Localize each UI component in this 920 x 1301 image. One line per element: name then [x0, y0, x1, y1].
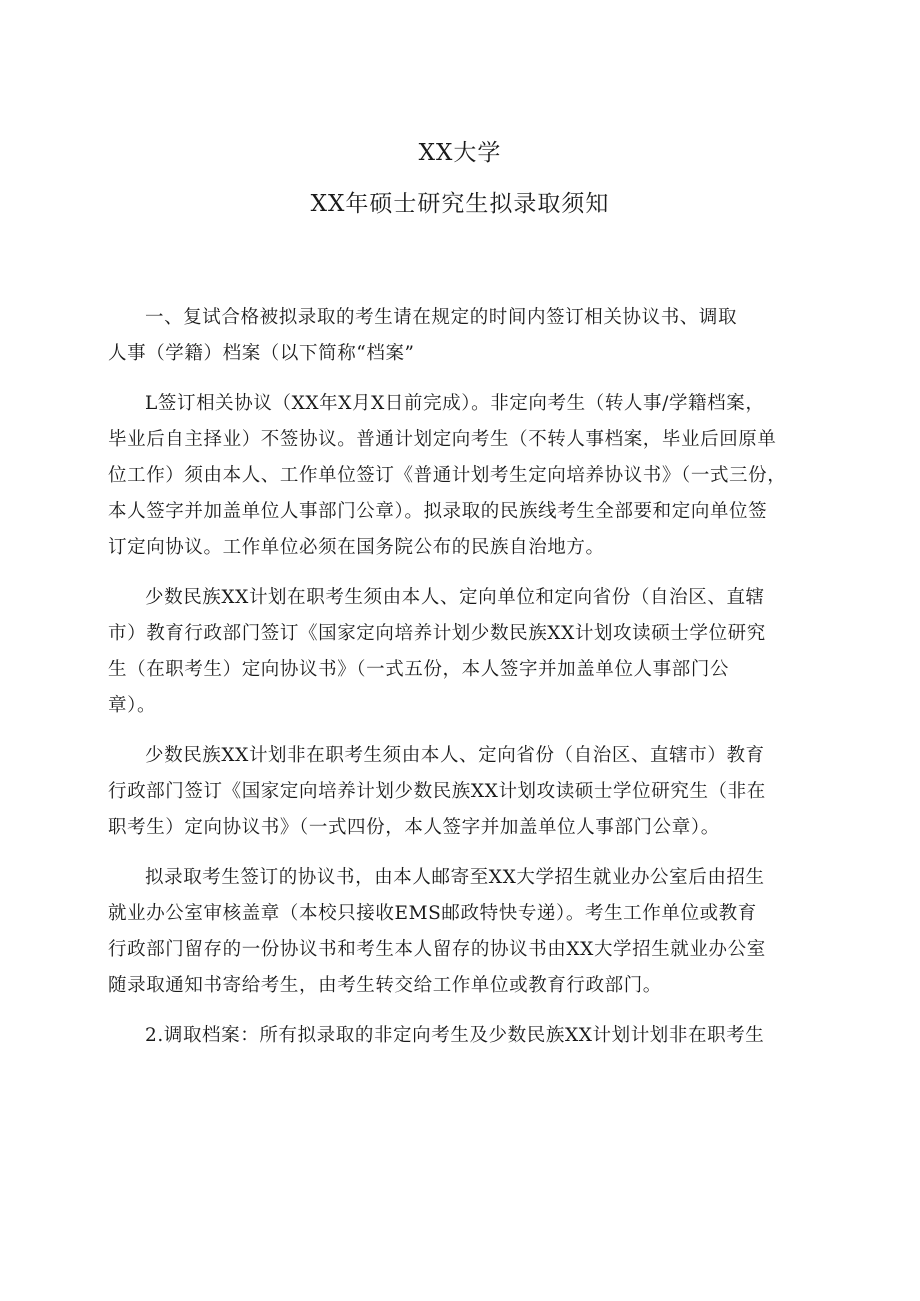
- university-title: XX大学: [418, 140, 502, 166]
- paragraph-line: 章）。: [108, 695, 157, 716]
- paragraph-line: 一、复试合格被拟录取的考生请在规定的时间内签订相关协议书、调取: [145, 307, 738, 328]
- paragraph-line: 行政部门留存的一份协议书和考生本人留存的协议书由XX大学招生就业办公室: [108, 939, 766, 960]
- paragraph-line: 生（在职考生）定向协议书》（一式五份，本人签字并加盖单位人事部门公: [108, 659, 730, 680]
- paragraph-line: 位工作）须由本人、工作单位签订《普通计划考生定向培养协议书》（一式三份，: [108, 465, 787, 486]
- paragraph-line: 2.调取档案：所有拟录取的非定向考生及少数民族XX计划计划非在职考生: [145, 1025, 765, 1046]
- paragraph-line: 市）教育行政部门签订《国家定向培养计划少数民族XX计划攻读硕士学位研究: [108, 623, 766, 644]
- paragraph-line: L签订相关协议（XX年X月X日前完成）。非定向考生（转人事/学籍档案，: [145, 393, 765, 414]
- paragraph-line: 订定向协议。工作单位必须在国务院公布的民族自治地方。: [108, 537, 605, 558]
- paragraph-line: 就业办公室审核盖章（本校只接收EMS邮政特快专递）。考生工作单位或教育: [108, 903, 757, 924]
- paragraph: [108, 386, 820, 566]
- document-body: [108, 300, 820, 1068]
- paragraph-line: 少数民族XX计划在职考生须由本人、定向单位和定向省份（自治区、直辖: [145, 587, 765, 608]
- notice-title: XX年硕士研究生拟录取须知: [310, 191, 610, 217]
- paragraph-line: 本人签字并加盖单位人事部门公章）。拟录取的民族线考生全部要和定向单位签: [108, 501, 768, 522]
- paragraph-line: 随录取通知书寄给考生，由考生转交给工作单位或教育行政部门。: [108, 975, 662, 996]
- paragraph-line: 少数民族XX计划非在职考生须由本人、定向省份（自治区、直辖市）教育: [145, 745, 765, 766]
- paragraph-line: 行政部门签订《国家定向培养计划少数民族XX计划攻读硕士学位研究生（非在: [108, 781, 766, 802]
- paragraph-line: 人事（学籍）档案（以下简称“档案”: [108, 343, 415, 364]
- paragraph-line: 毕业后自主择业）不签协议。普通计划定向考生（不转人事档案，毕业后回原单: [108, 429, 777, 450]
- paragraph: [108, 860, 820, 1004]
- paragraph: [108, 300, 820, 372]
- paragraph: [108, 738, 820, 846]
- paragraph: [108, 580, 820, 724]
- paragraph-line: 职考生）定向协议书》（一式四份，本人签字并加盖单位人事部门公章）。: [108, 817, 720, 838]
- paragraph-line: 拟录取考生签订的协议书，由本人邮寄至XX大学招生就业办公室后由招生: [145, 867, 765, 888]
- paragraph: [108, 1018, 820, 1054]
